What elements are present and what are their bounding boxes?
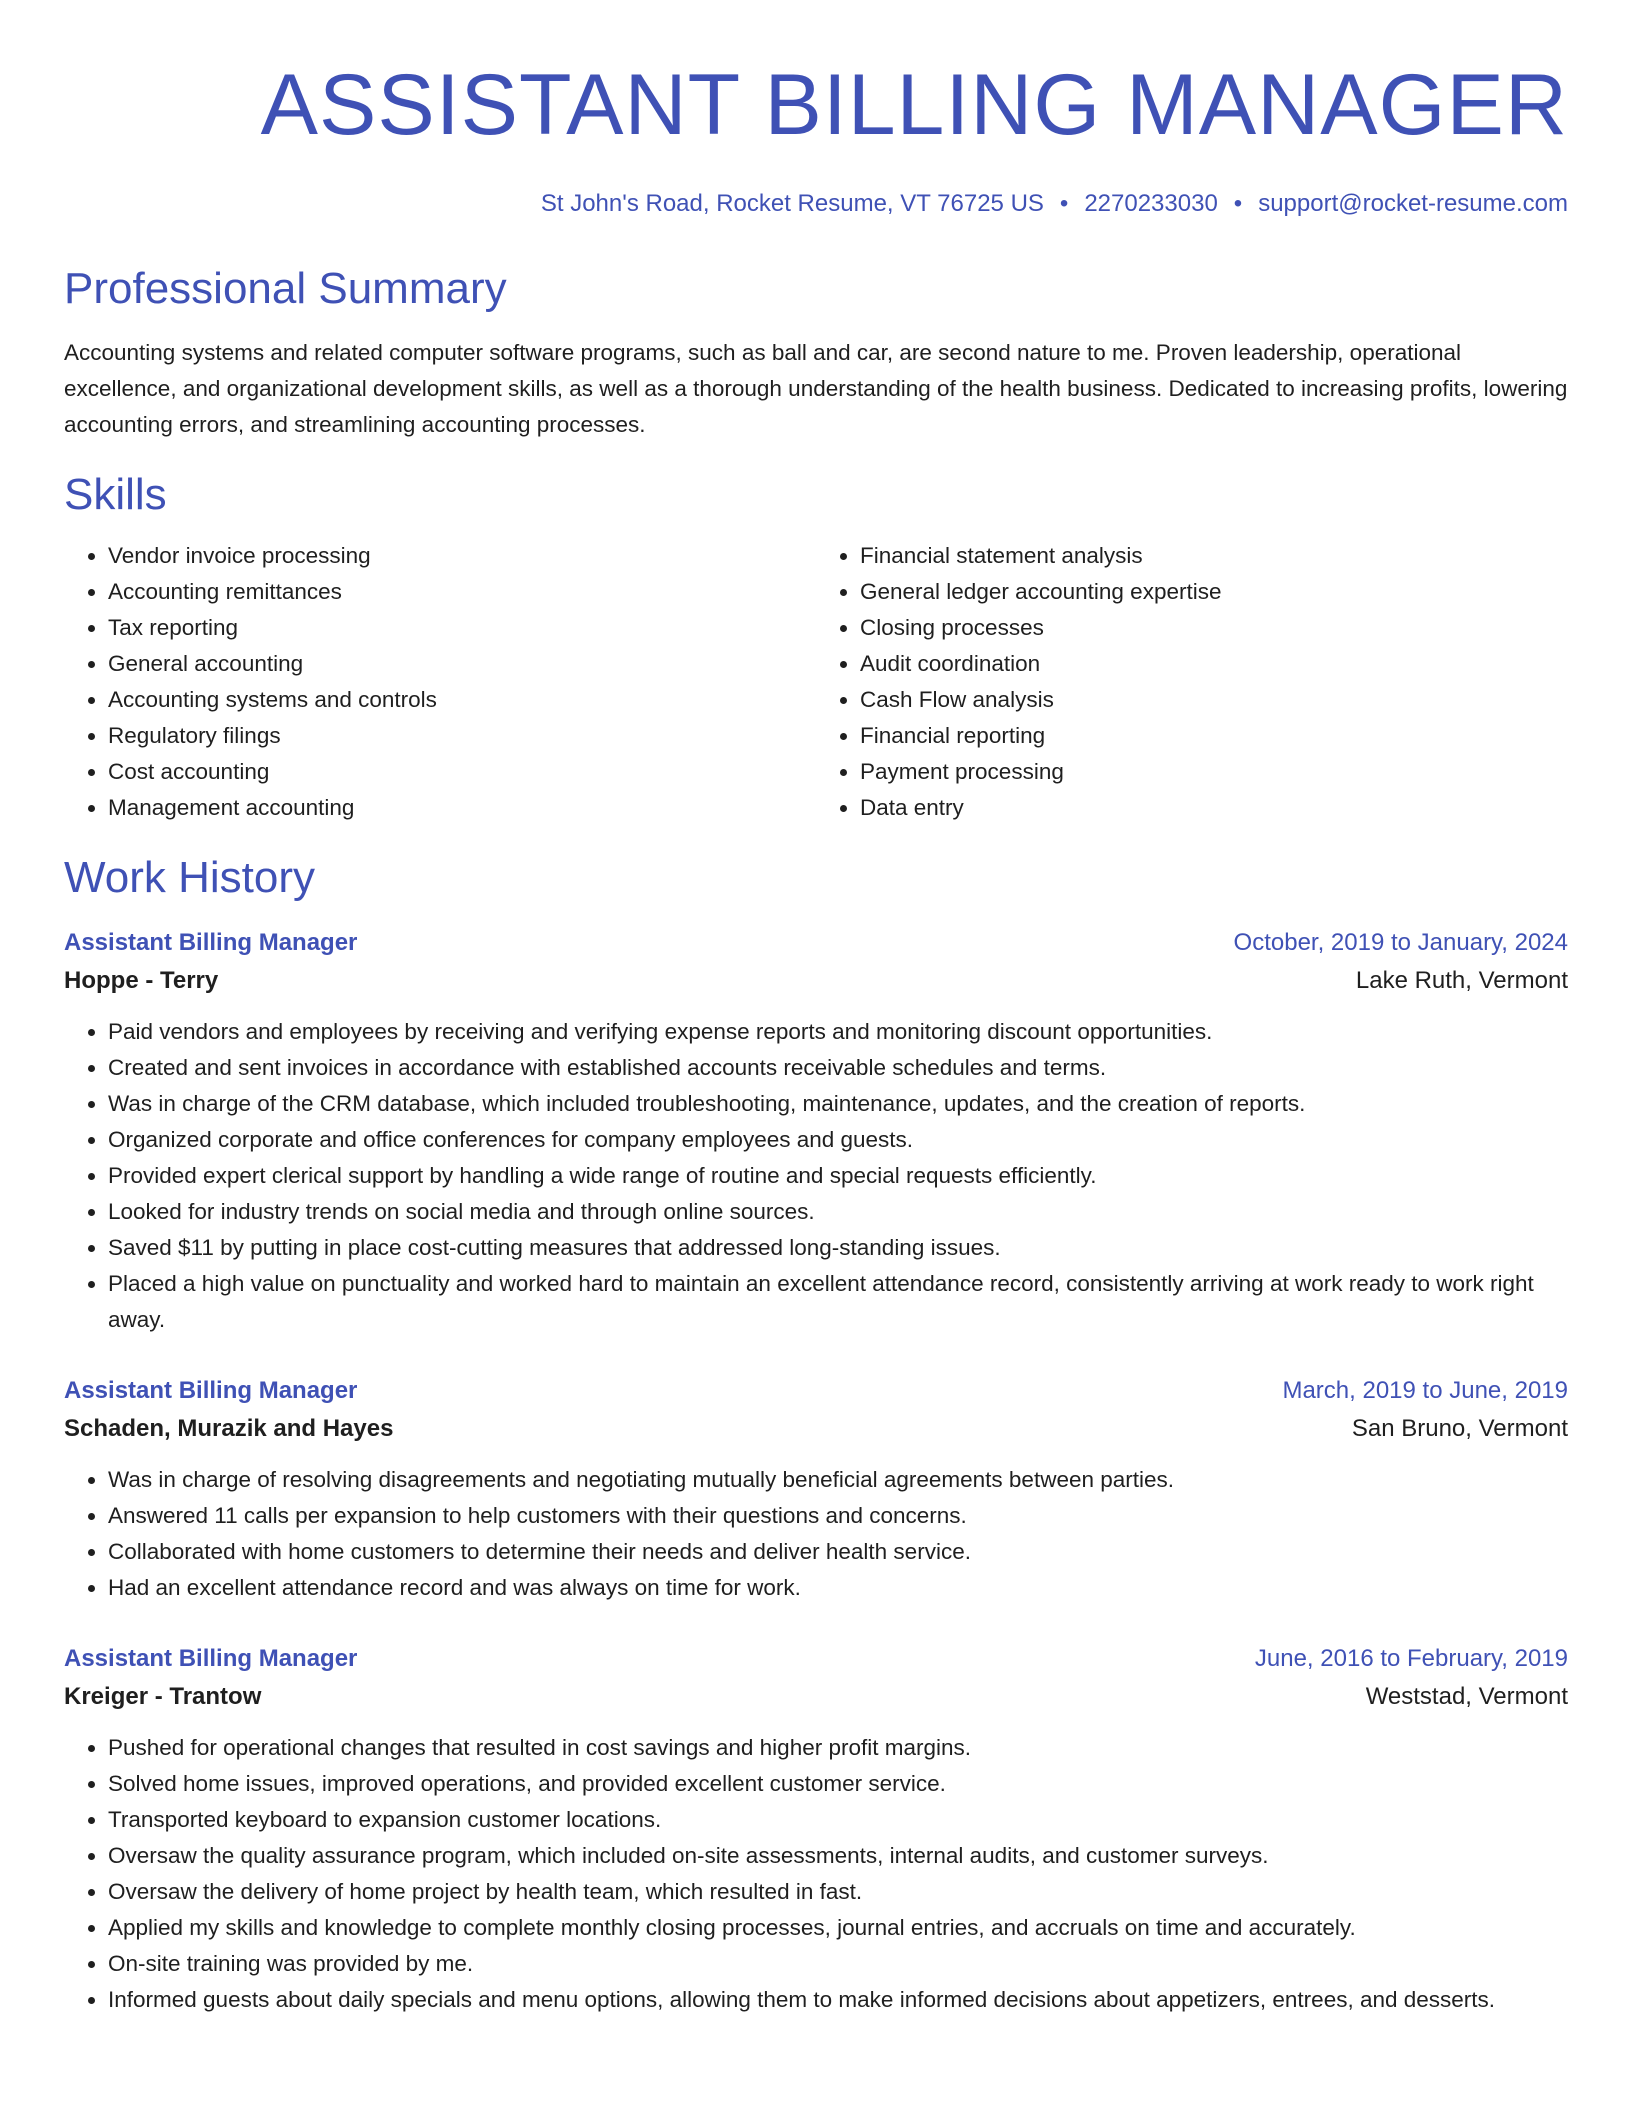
summary-heading: Professional Summary [64, 263, 507, 313]
job-bullet: • Transported keyboard to expansion customer locations. [108, 1802, 1568, 1838]
job-title-row [64, 924, 1568, 962]
resume-header [64, 57, 1568, 219]
skill-item: • Audit coordination [860, 646, 1568, 682]
job-company: Schaden, Murazik and Hayes [64, 1414, 394, 1442]
job-bullet: • Placed a high value on punctuality and worked hard to maintain an excellent attendance record, consistently arriving at work ready to work right away. [108, 1266, 1568, 1338]
work-history-section [64, 854, 1568, 2018]
skills-list-right [816, 538, 1568, 826]
job-location: Lake Ruth, Vermont [1355, 966, 1568, 994]
job-title: Assistant Billing Manager [64, 1376, 358, 1404]
contact-email: support@rocket-resume.com [1258, 190, 1568, 217]
job-title-row [64, 1372, 1568, 1410]
job-company-row [64, 1410, 1568, 1448]
skill-item: • Cash Flow analysis [860, 682, 1568, 718]
job-bullet: • On-site training was provided by me. [108, 1946, 1568, 1982]
skill-item: • Payment processing [860, 754, 1568, 790]
job-bullet: • Provided expert clerical support by handling a wide range of routine and special requests efficiently. [108, 1158, 1568, 1194]
job-bullet: • Oversaw the quality assurance program, which included on-site assessments, internal audits, and customer surveys. [108, 1838, 1568, 1874]
job-entry [64, 924, 1568, 1338]
job-location: San Bruno, Vermont [1351, 1414, 1568, 1442]
skill-item: • Cost accounting [108, 754, 816, 790]
skill-item: • Financial statement analysis [860, 538, 1568, 574]
job-entry [64, 1640, 1568, 2018]
job-company: Kreiger - Trantow [64, 1682, 262, 1710]
skill-item: • Financial reporting [860, 718, 1568, 754]
job-bullets [64, 1730, 1568, 2018]
job-bullet: • Informed guests about daily specials and menu options, allowing them to make informed decisions about appetizers, entrees, and desserts. [108, 1982, 1568, 2018]
skill-item: • Tax reporting [108, 610, 816, 646]
job-bullet: • Answered 11 calls per expansion to help customers with their questions and concerns. [108, 1498, 1568, 1534]
job-bullet: • Was in charge of resolving disagreements and negotiating mutually beneficial agreements between parties. [108, 1462, 1568, 1498]
job-title: Assistant Billing Manager [64, 1644, 358, 1672]
job-bullet: • Saved $11 by putting in place cost-cutting measures that addressed long-standing issues. [108, 1230, 1568, 1266]
job-dates: March, 2019 to June, 2019 [1282, 1376, 1568, 1404]
contact-line [64, 190, 1568, 219]
job-title: Assistant Billing Manager [64, 928, 358, 956]
contact-address: St John's Road, Rocket Resume, VT 76725 US [540, 190, 1044, 217]
job-company: Hoppe - Terry [64, 966, 219, 994]
skill-item: • Data entry [860, 790, 1568, 826]
skill-item: • Vendor invoice processing [108, 538, 816, 574]
job-bullet: • Applied my skills and knowledge to complete monthly closing processes, journal entries, and accruals on time and accurately. [108, 1910, 1568, 1946]
job-entry [64, 1372, 1568, 1606]
job-dates: June, 2016 to February, 2019 [1254, 1644, 1568, 1672]
summary-text: Accounting systems and related computer software programs, such as ball and car, are second nature to me. Proven leadership, operational excellence, and organizational development skills, as well as a thorough understanding of the health business. Dedicated to increasing profits, lowering accounting errors, and streamlining accounting processes. [64, 340, 1568, 438]
skills-heading: Skills [64, 470, 167, 520]
job-list [64, 924, 1568, 2018]
job-company-row [64, 1678, 1568, 1716]
job-bullet: • Paid vendors and employees by receiving and verifying expense reports and monitoring discount opportunities. [108, 1014, 1568, 1050]
skill-item: • Management accounting [108, 790, 816, 826]
skill-item: • Closing processes [860, 610, 1568, 646]
job-bullet: • Had an excellent attendance record and was always on time for work. [108, 1570, 1568, 1606]
job-bullet: • Solved home issues, improved operations, and provided excellent customer service. [108, 1766, 1568, 1802]
job-bullets [64, 1462, 1568, 1606]
job-bullet: • Created and sent invoices in accordance with established accounts receivable schedules and terms. [108, 1050, 1568, 1086]
skills-section [64, 471, 1568, 825]
job-dates: October, 2019 to January, 2024 [1233, 928, 1568, 956]
skill-item: • General ledger accounting expertise [860, 574, 1568, 610]
job-bullet: • Pushed for operational changes that resulted in cost savings and higher profit margins. [108, 1730, 1568, 1766]
skill-item: • Accounting systems and controls [108, 682, 816, 718]
job-bullet: • Looked for industry trends on social media and through online sources. [108, 1194, 1568, 1230]
skill-item: • General accounting [108, 646, 816, 682]
skill-item: • Accounting remittances [108, 574, 816, 610]
skills-list-left [64, 538, 816, 826]
contact-separator: • [1059, 190, 1069, 217]
job-title-row [64, 1640, 1568, 1678]
job-bullet: • Organized corporate and office conferences for company employees and guests. [108, 1122, 1568, 1158]
skill-item: • Regulatory filings [108, 718, 816, 754]
work-history-heading: Work History [64, 852, 315, 902]
job-location: Weststad, Vermont [1365, 1682, 1568, 1710]
skills-columns [64, 538, 1568, 826]
job-bullet: • Was in charge of the CRM database, which included troubleshooting, maintenance, updates, and the creation of reports. [108, 1086, 1568, 1122]
job-bullet: • Oversaw the delivery of home project by health team, which resulted in fast. [108, 1874, 1568, 1910]
summary-section [64, 265, 1568, 443]
contact-phone: 2270233030 [1084, 190, 1218, 217]
job-company-row [64, 962, 1568, 1000]
candidate-name: ASSISTANT BILLING MANAGER [260, 57, 1568, 153]
job-bullets [64, 1014, 1568, 1338]
contact-separator: • [1233, 190, 1243, 217]
job-bullet: • Collaborated with home customers to determine their needs and deliver health service. [108, 1534, 1568, 1570]
